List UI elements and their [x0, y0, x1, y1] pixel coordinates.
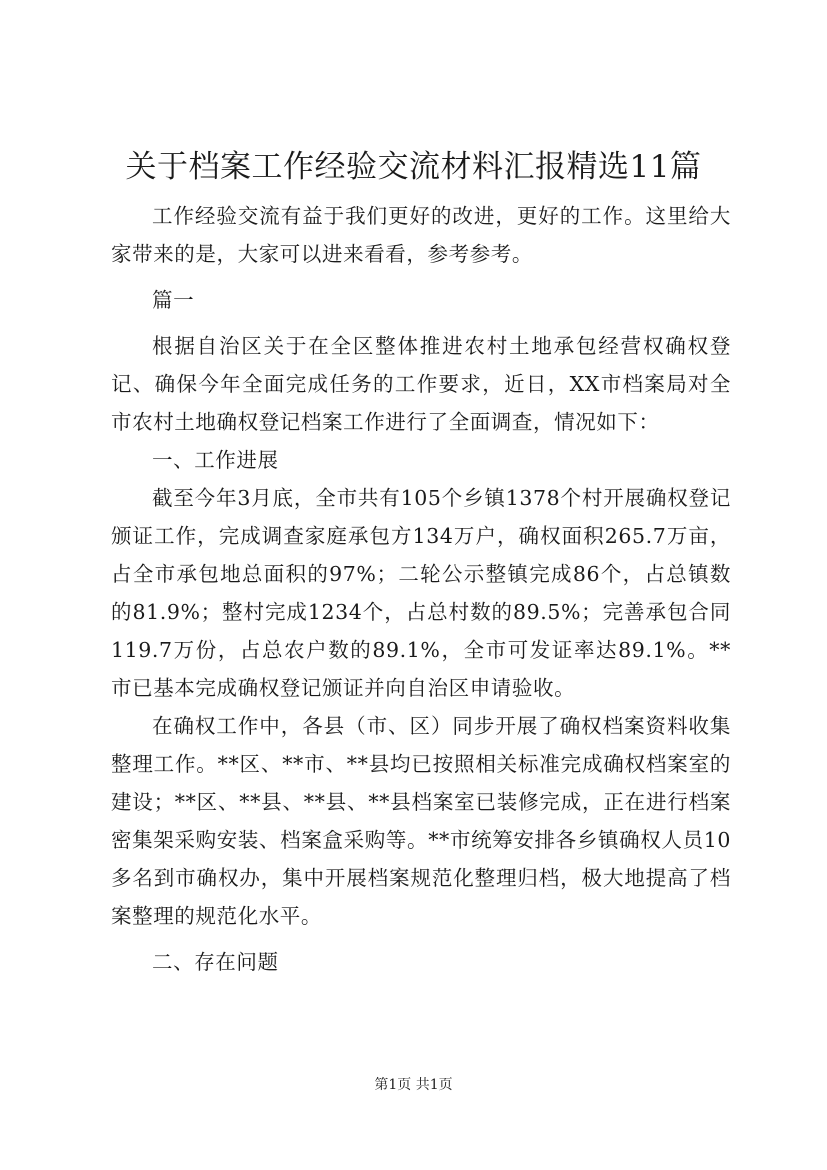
archive-work-paragraph: 在确权工作中，各县（市、区）同步开展了确权档案资料收集整理工作。**区、**市、**县均已按照相关标准完成确权档案室的建设；**区、**县、**县、**县档案室已装修完成，正在进行档案密集架采购安装、档案盒采购等。**市统筹安排各乡镇确权人员10多名到市确权办，集中开展档案规范化整理归档，极大地提高了档案整理的规范化水平。	[111, 714, 731, 928]
section-heading-progress: 一、工作进展	[152, 448, 279, 472]
progress-paragraph: 截至今年3月底，全市共有105个乡镇1378个村开展确权登记颁证工作，完成调查家庭承包方134万户，确权面积265.7万亩，占全市承包地总面积的97%；二轮公示整镇完成86个，占总镇数的81.9%；整村完成1234个，占总村数的89.5%；完善承包合同119.7万份，占总农户数的89.1%，全市可发证率达89.1%。**市已基本完成确权登记颁证并向自治区申请验收。	[111, 486, 731, 700]
section-heading-problems: 二、存在问题	[152, 950, 279, 974]
page-footer: 第1页 共1页	[374, 1077, 453, 1093]
document-title: 关于档案工作经验交流材料汇报精选11篇	[125, 149, 702, 185]
intro-paragraph: 工作经验交流有益于我们更好的改进，更好的工作。这里给大家带来的是，大家可以进来看看，参考参考。	[111, 204, 731, 266]
background-paragraph: 根据自治区关于在全区整体推进农村土地承包经营权确权登记、确保今年全面完成任务的工作要求，近日，XX市档案局对全市农村土地确权登记档案工作进行了全面调查，情况如下：	[111, 334, 731, 434]
document-body	[111, 197, 731, 981]
section-heading-part-one: 篇一	[152, 288, 195, 312]
